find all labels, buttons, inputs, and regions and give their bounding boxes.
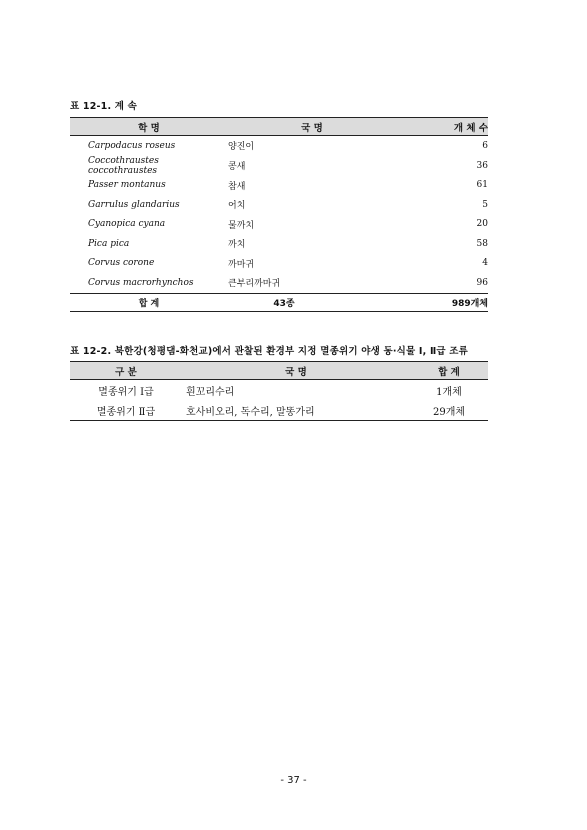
table-row [70,136,488,156]
table-row [70,234,488,254]
korean-name: 양진이 [228,142,255,153]
total-label: 합 계 [70,293,228,311]
header-korean-name: 국 명 [228,118,396,136]
header-category: 구 분 [70,362,182,380]
header-scientific-name: 학 명 [70,118,228,136]
count: 96 [396,273,488,293]
table-header-row [70,118,488,136]
table-row [70,215,488,235]
table-row [70,195,488,215]
korean-name: 까마귀 [228,259,255,270]
table2-caption: 표 12-2. 북한강(청평댐-화천교)에서 관찰된 환경부 지정 멸종위기 야생 동·식물 Ⅰ, Ⅱ급 조류 [70,346,469,357]
scientific-name: Garrulus glandarius [88,199,180,210]
korean-name: 물까치 [228,220,255,231]
total: 29개체 [410,400,488,421]
table-row [70,176,488,196]
scientific-name: Corvus macrorhynchos [70,273,228,293]
page-number: - 37 - [280,775,307,786]
table-row [70,380,488,401]
header-count: 개 체 수 [396,118,488,136]
category: 멸종위기 Ⅱ급 [70,400,182,421]
count: 4 [482,258,488,269]
scientific-name: Pica pica [88,238,130,249]
korean-name: 까치 [228,240,246,251]
total-row [70,293,488,311]
total: 1개체 [436,386,462,398]
count: 5 [482,199,488,210]
header-total: 합 계 [410,362,488,380]
species-names: 흰꼬리수리 [186,386,235,398]
category: 멸종위기 Ⅰ급 [98,386,154,398]
table-row [70,254,488,274]
total-count: 989개체 [396,293,488,311]
total-species: 43종 [228,293,396,311]
korean-name: 큰부리까마귀 [228,273,396,293]
table-row [70,400,488,421]
count: 6 [482,140,488,151]
scientific-name: Corvus corone [88,258,155,269]
korean-name: 어치 [228,201,246,212]
scientific-name: Carpodacus roseus [88,140,176,151]
count: 61 [476,180,488,191]
table-row [70,156,488,176]
korean-name: 참새 [228,181,246,192]
table-header-row [70,362,488,380]
scientific-name: Coccothraustes coccothraustes [88,155,159,176]
table-row [70,273,488,293]
species-count-table [70,117,488,312]
endangered-species-table [70,361,488,421]
korean-name: 콩새 [228,162,246,172]
header-korean-name: 국 명 [182,362,410,380]
scientific-name: Passer montanus [88,180,166,191]
scientific-name: Cyanopica cyana [88,219,166,230]
count: 20 [476,219,488,230]
count: 36 [476,160,488,171]
count: 58 [476,238,488,249]
species-names: 호사비오리, 독수리, 말똥가리 [182,400,410,421]
table1-caption: 표 12-1. 계 속 [70,101,138,112]
